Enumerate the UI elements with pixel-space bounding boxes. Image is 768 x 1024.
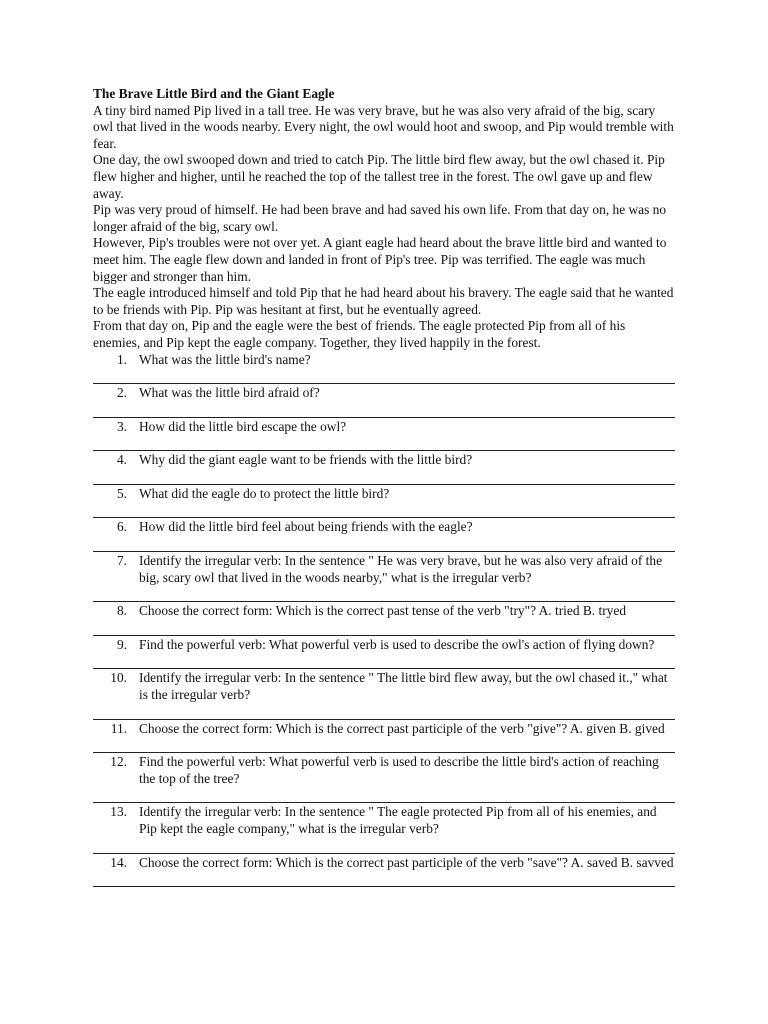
question-list [93,352,675,888]
question-number: 11. [110,720,127,736]
question-text: What did the eagle do to protect the little bird? [139,485,390,501]
question-item[interactable] [93,384,675,418]
question-text: Find the powerful verb: What powerful verb is used to describe the owl's action of flying down? [139,636,655,652]
question-number: 3. [116,418,127,434]
question-text: What was the little bird's name? [139,351,311,367]
question-number: 5. [116,485,127,501]
question-item[interactable] [93,451,675,485]
story-paragraph: One day, the owl swooped down and tried to catch Pip. The little bird flew away, but the owl chased it. Pip flew higher and higher, until he reached the top of the tallest tree in the forest. The owl gave up and flew away. [93,152,665,201]
question-number: 1. [116,351,127,367]
question-text: Choose the correct form: Which is the correct past participle of the verb "save"? A. saved B. savved [139,854,674,870]
story-paragraph: Pip was very proud of himself. He had been brave and had saved his own life. From that day on, he was no longer afraid of the big, scary owl. [93,202,667,234]
question-text: Identify the irregular verb: In the sentence " He was very brave, but he was also very afraid of the big, scary owl that lived in the woods nearby," what is the irregular verb? [139,553,663,585]
story-paragraph: A tiny bird named Pip lived in a tall tree. He was very brave, but he was also very afraid of the big, scary owl that lived in the woods nearby. Every night, the owl would hoot and swoop, and Pip would tremble with fear. [93,102,674,151]
question-number: 8. [116,603,127,619]
question-number: 6. [116,519,127,535]
question-number: 13. [110,804,127,820]
question-item[interactable] [93,485,675,519]
story-paragraph: From that day on, Pip and the eagle were the best of friends. The eagle protected Pip from all of his enemies, and Pip kept the eagle company. Together, they lived happily in the forest. [93,318,626,350]
question-text: How did the little bird feel about being friends with the eagle? [139,519,473,535]
question-number: 4. [116,452,127,468]
question-text: What was the little bird afraid of? [139,385,320,401]
question-item[interactable] [93,669,675,719]
story-paragraph: However, Pip's troubles were not over yet. A giant eagle had heard about the brave little bird and wanted to meet him. The eagle flew down and landed in front of Pip's tree. Pip was terrified. The eagle was much bigger and stronger than him. [93,235,667,284]
question-item[interactable] [93,720,675,754]
question-number: 7. [116,553,127,569]
question-text: Choose the correct form: Which is the correct past participle of the verb "give"? A. given B. gived [139,720,665,736]
question-text: Find the powerful verb: What powerful verb is used to describe the little bird's action of reaching the top of the tree? [139,754,659,786]
question-number: 2. [116,385,127,401]
question-item[interactable] [93,636,675,670]
document-page [93,86,675,887]
question-text: Why did the giant eagle want to be friends with the little bird? [139,452,473,468]
question-item[interactable] [93,854,675,888]
story-paragraph: The eagle introduced himself and told Pip that he had heard about his bravery. The eagle said that he wanted to be friends with Pip. Pip was hesitant at first, but he eventually agreed. [93,285,674,317]
question-text: How did the little bird escape the owl? [139,418,347,434]
question-item[interactable] [93,803,675,853]
question-item[interactable] [93,602,675,636]
question-text: Identify the irregular verb: In the sentence " The little bird flew away, but the owl chased it.," what is the irregular verb? [139,670,668,703]
question-item[interactable] [93,352,675,385]
question-item[interactable] [93,518,675,552]
question-text: Identify the irregular verb: In the sentence " The eagle protected Pip from all of his enemies, and Pip kept the eagle company," what is the irregular verb? [139,804,657,836]
question-number: 10. [110,670,127,686]
question-item[interactable] [93,418,675,452]
question-item[interactable] [93,552,675,602]
question-number: 14. [110,854,127,870]
story-title: The Brave Little Bird and the Giant Eagle [93,86,335,101]
question-number: 12. [110,754,127,770]
question-text: Choose the correct form: Which is the correct past tense of the verb "try"? A. tried B. tryed [139,603,627,619]
question-item[interactable] [93,753,675,803]
question-number: 9. [116,636,127,652]
